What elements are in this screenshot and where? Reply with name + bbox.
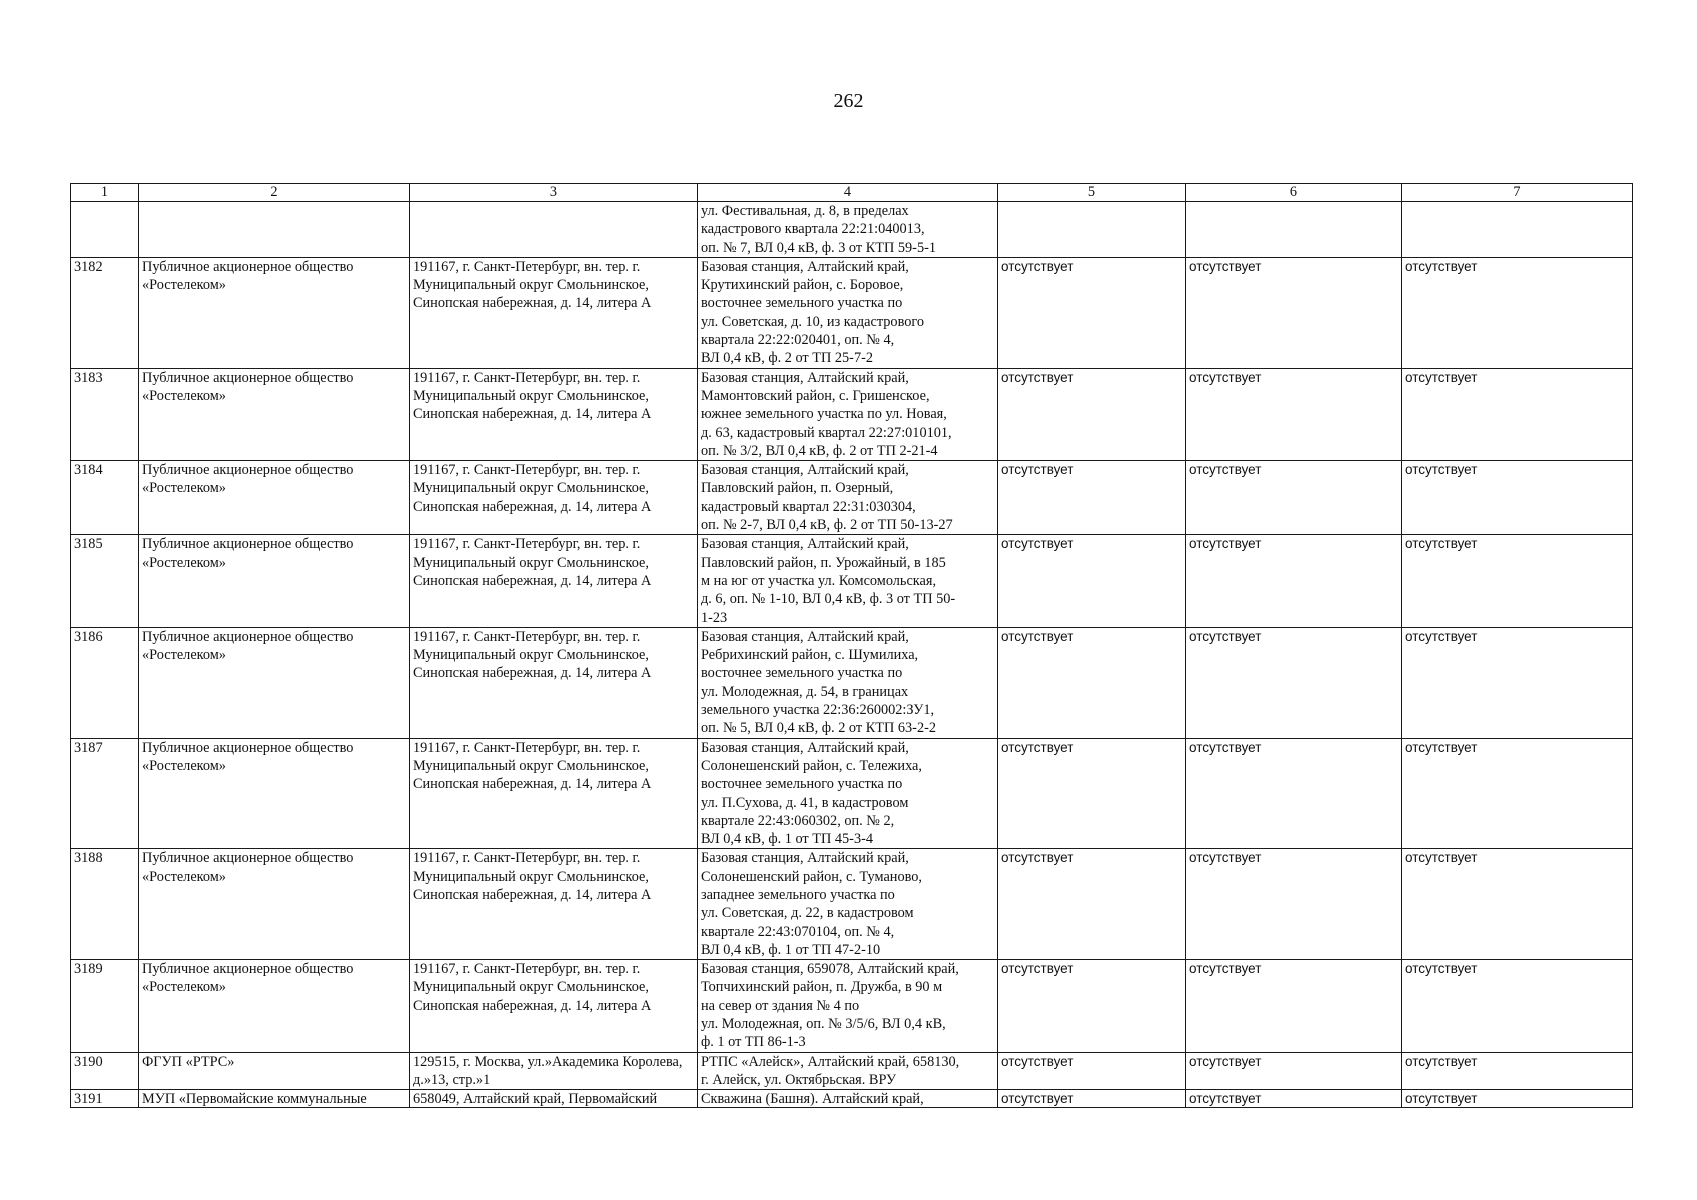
object-cell: Базовая станция, Алтайский край, Павловский район, п. Озерный, кадастровый квартал 22:31:030304, оп. № 2-7, ВЛ 0,4 кВ, ф. 2 от ТП 50-13-27 <box>698 461 998 535</box>
column-6-cell: отсутствует <box>1186 535 1402 627</box>
row-number-cell <box>71 1090 139 1108</box>
row-number-cell: 3184 <box>71 461 139 535</box>
table-body <box>71 202 1633 1108</box>
row-number-cell: 3188 <box>71 849 139 960</box>
row-number-cell: 3190 <box>71 1052 139 1090</box>
address-cell <box>410 1090 698 1108</box>
cell-text: 658049, Алтайский край, Первомайский <box>413 1091 658 1108</box>
address-cell: 191167, г. Санкт-Петербург, вн. тер. г. Муниципальный округ Смольнинское, Синопская набережная, д. 14, литера А <box>410 738 698 849</box>
column-6-cell: отсутствует <box>1186 738 1402 849</box>
row-number-cell: 3185 <box>71 535 139 627</box>
table-row <box>71 960 1633 1052</box>
column-header: 2 <box>139 184 410 202</box>
continuation-row <box>71 202 1633 258</box>
header-row <box>71 184 1633 202</box>
owner-cell: ФГУП «РТРС» <box>139 1052 410 1090</box>
object-cell: Базовая станция, Алтайский край, Крутихинский район, с. Боровое, восточнее земельного участка по ул. Советская, д. 10, из кадастрового квартала 22:22:020401, оп. № 4, ВЛ 0,4 кВ, ф. 2 от ТП 25-7-2 <box>698 257 998 368</box>
cell-text: отсутствует <box>1001 1091 1074 1107</box>
column-7-cell: отсутствует <box>1402 257 1633 368</box>
column-header: 4 <box>698 184 998 202</box>
row-number-cell: 3183 <box>71 368 139 460</box>
column-6-cell: отсутствует <box>1186 257 1402 368</box>
row-number-cell: 3187 <box>71 738 139 849</box>
cell-text: 3191 <box>74 1091 103 1108</box>
table-row <box>71 1052 1633 1090</box>
column-6-cell <box>1186 1090 1402 1108</box>
address-cell: 191167, г. Санкт-Петербург, вн. тер. г. Муниципальный округ Смольнинское, Синопская набережная, д. 14, литера А <box>410 461 698 535</box>
object-cell: Базовая станция, Алтайский край, Мамонтовский район, с. Гришенское, южнее земельного участка по ул. Новая, д. 63, кадастровый квартал 22:27:010101, оп. № 3/2, ВЛ 0,4 кВ, ф. 2 от ТП 2-21-4 <box>698 368 998 460</box>
column-5-cell <box>998 1090 1186 1108</box>
column-7-cell <box>1402 1090 1633 1108</box>
column-7-cell: отсутствует <box>1402 461 1633 535</box>
address-cell: 191167, г. Санкт-Петербург, вн. тер. г. Муниципальный округ Смольнинское, Синопская набережная, д. 14, литера А <box>410 257 698 368</box>
cell-text: Скважина (Башня). Алтайский край, <box>701 1091 924 1108</box>
address-cell: 129515, г. Москва, ул.»Академика Королева, д.»13, стр.»1 <box>410 1052 698 1090</box>
address-cell: 191167, г. Санкт-Петербург, вн. тер. г. Муниципальный округ Смольнинское, Синопская набережная, д. 14, литера А <box>410 368 698 460</box>
cell-text: отсутствует <box>1405 1091 1478 1107</box>
column-5-cell: отсутствует <box>998 1052 1186 1090</box>
table-row <box>71 627 1633 738</box>
column-7-cell <box>1402 202 1633 258</box>
column-5-cell: отсутствует <box>998 461 1186 535</box>
owner-cell: Публичное акционерное общество «Ростелеком» <box>139 738 410 849</box>
column-header: 5 <box>998 184 1186 202</box>
column-7-cell: отсутствует <box>1402 738 1633 849</box>
column-header: 6 <box>1186 184 1402 202</box>
table-row <box>71 368 1633 460</box>
row-number-cell: 3186 <box>71 627 139 738</box>
owner-cell: Публичное акционерное общество «Ростелеком» <box>139 960 410 1052</box>
column-7-cell: отсутствует <box>1402 849 1633 960</box>
object-cell: РТПС «Алейск», Алтайский край, 658130, г. Алейск, ул. Октябрьская. ВРУ <box>698 1052 998 1090</box>
object-cell: Базовая станция, Алтайский край, Солонешенский район, с. Тележиха, восточнее земельного участка по ул. П.Сухова, д. 41, в кадастровом квартале 22:43:060302, оп. № 2, ВЛ 0,4 кВ, ф. 1 от ТП 45-3-4 <box>698 738 998 849</box>
owner-cell <box>139 1090 410 1108</box>
owner-cell: Публичное акционерное общество «Ростелеком» <box>139 849 410 960</box>
column-5-cell: отсутствует <box>998 738 1186 849</box>
column-7-cell: отсутствует <box>1402 960 1633 1052</box>
object-cell: Базовая станция, Алтайский край, Солонешенский район, с. Туманово, западнее земельного участка по ул. Советская, д. 22, в кадастровом квартале 22:43:070104, оп. № 4, ВЛ 0,4 кВ, ф. 1 от ТП 47-2-10 <box>698 849 998 960</box>
cell-text: МУП «Первомайские коммунальные <box>142 1091 367 1108</box>
column-6-cell: отсутствует <box>1186 627 1402 738</box>
column-6-cell: отсутствует <box>1186 368 1402 460</box>
registry-table <box>70 183 1633 1108</box>
column-7-cell: отсутствует <box>1402 627 1633 738</box>
owner-cell <box>139 202 410 258</box>
column-5-cell: отсутствует <box>998 368 1186 460</box>
address-cell: 191167, г. Санкт-Петербург, вн. тер. г. Муниципальный округ Смольнинское, Синопская набережная, д. 14, литера А <box>410 535 698 627</box>
address-cell: 191167, г. Санкт-Петербург, вн. тер. г. Муниципальный округ Смольнинское, Синопская набережная, д. 14, литера А <box>410 960 698 1052</box>
object-cell: ул. Фестивальная, д. 8, в пределах кадастрового квартала 22:21:040013, оп. № 7, ВЛ 0,4 кВ, ф. 3 от КТП 59-5-1 <box>698 202 998 258</box>
table-header <box>71 184 1633 202</box>
row-number-cell: 3182 <box>71 257 139 368</box>
address-cell <box>410 202 698 258</box>
row-number-cell: 3189 <box>71 960 139 1052</box>
column-5-cell: отсутствует <box>998 627 1186 738</box>
column-5-cell: отсутствует <box>998 535 1186 627</box>
owner-cell: Публичное акционерное общество «Ростелеком» <box>139 535 410 627</box>
column-7-cell: отсутствует <box>1402 368 1633 460</box>
object-cell: Базовая станция, 659078, Алтайский край, Топчихинский район, п. Дружба, в 90 м на север от здания № 4 по ул. Молодежная, оп. № 3/5/6, ВЛ 0,4 кВ, ф. 1 от ТП 86-1-3 <box>698 960 998 1052</box>
column-5-cell: отсутствует <box>998 960 1186 1052</box>
column-5-cell <box>998 202 1186 258</box>
table-row <box>71 257 1633 368</box>
object-cell: Базовая станция, Алтайский край, Павловский район, п. Урожайный, в 185 м на юг от участка ул. Комсомольская, д. 6, оп. № 1-10, ВЛ 0,4 кВ, ф. 3 от ТП 50- 1-23 <box>698 535 998 627</box>
table-row-cut <box>71 1090 1633 1108</box>
address-cell: 191167, г. Санкт-Петербург, вн. тер. г. Муниципальный округ Смольнинское, Синопская набережная, д. 14, литера А <box>410 849 698 960</box>
table-row <box>71 738 1633 849</box>
column-7-cell: отсутствует <box>1402 535 1633 627</box>
column-6-cell: отсутствует <box>1186 960 1402 1052</box>
page-number: 262 <box>833 90 864 112</box>
column-6-cell: отсутствует <box>1186 849 1402 960</box>
owner-cell: Публичное акционерное общество «Ростелеком» <box>139 368 410 460</box>
table-row <box>71 461 1633 535</box>
column-5-cell: отсутствует <box>998 849 1186 960</box>
owner-cell: Публичное акционерное общество «Ростелеком» <box>139 461 410 535</box>
column-header: 1 <box>71 184 139 202</box>
table-row <box>71 535 1633 627</box>
table-row <box>71 849 1633 960</box>
owner-cell: Публичное акционерное общество «Ростелеком» <box>139 627 410 738</box>
column-header: 3 <box>410 184 698 202</box>
object-cell <box>698 1090 998 1108</box>
object-cell: Базовая станция, Алтайский край, Ребрихинский район, с. Шумилиха, восточнее земельного участка по ул. Молодежная, д. 54, в границах земельного участка 22:36:260002:ЗУ1, оп. № 5, ВЛ 0,4 кВ, ф. 2 от КТП 63-2-2 <box>698 627 998 738</box>
address-cell: 191167, г. Санкт-Петербург, вн. тер. г. Муниципальный округ Смольнинское, Синопская набережная, д. 14, литера А <box>410 627 698 738</box>
owner-cell: Публичное акционерное общество «Ростелеком» <box>139 257 410 368</box>
cell-text: отсутствует <box>1189 1091 1262 1107</box>
column-header: 7 <box>1402 184 1633 202</box>
column-6-cell: отсутствует <box>1186 461 1402 535</box>
column-7-cell: отсутствует <box>1402 1052 1633 1090</box>
column-6-cell <box>1186 202 1402 258</box>
column-6-cell: отсутствует <box>1186 1052 1402 1090</box>
row-number-cell <box>71 202 139 258</box>
column-5-cell: отсутствует <box>998 257 1186 368</box>
